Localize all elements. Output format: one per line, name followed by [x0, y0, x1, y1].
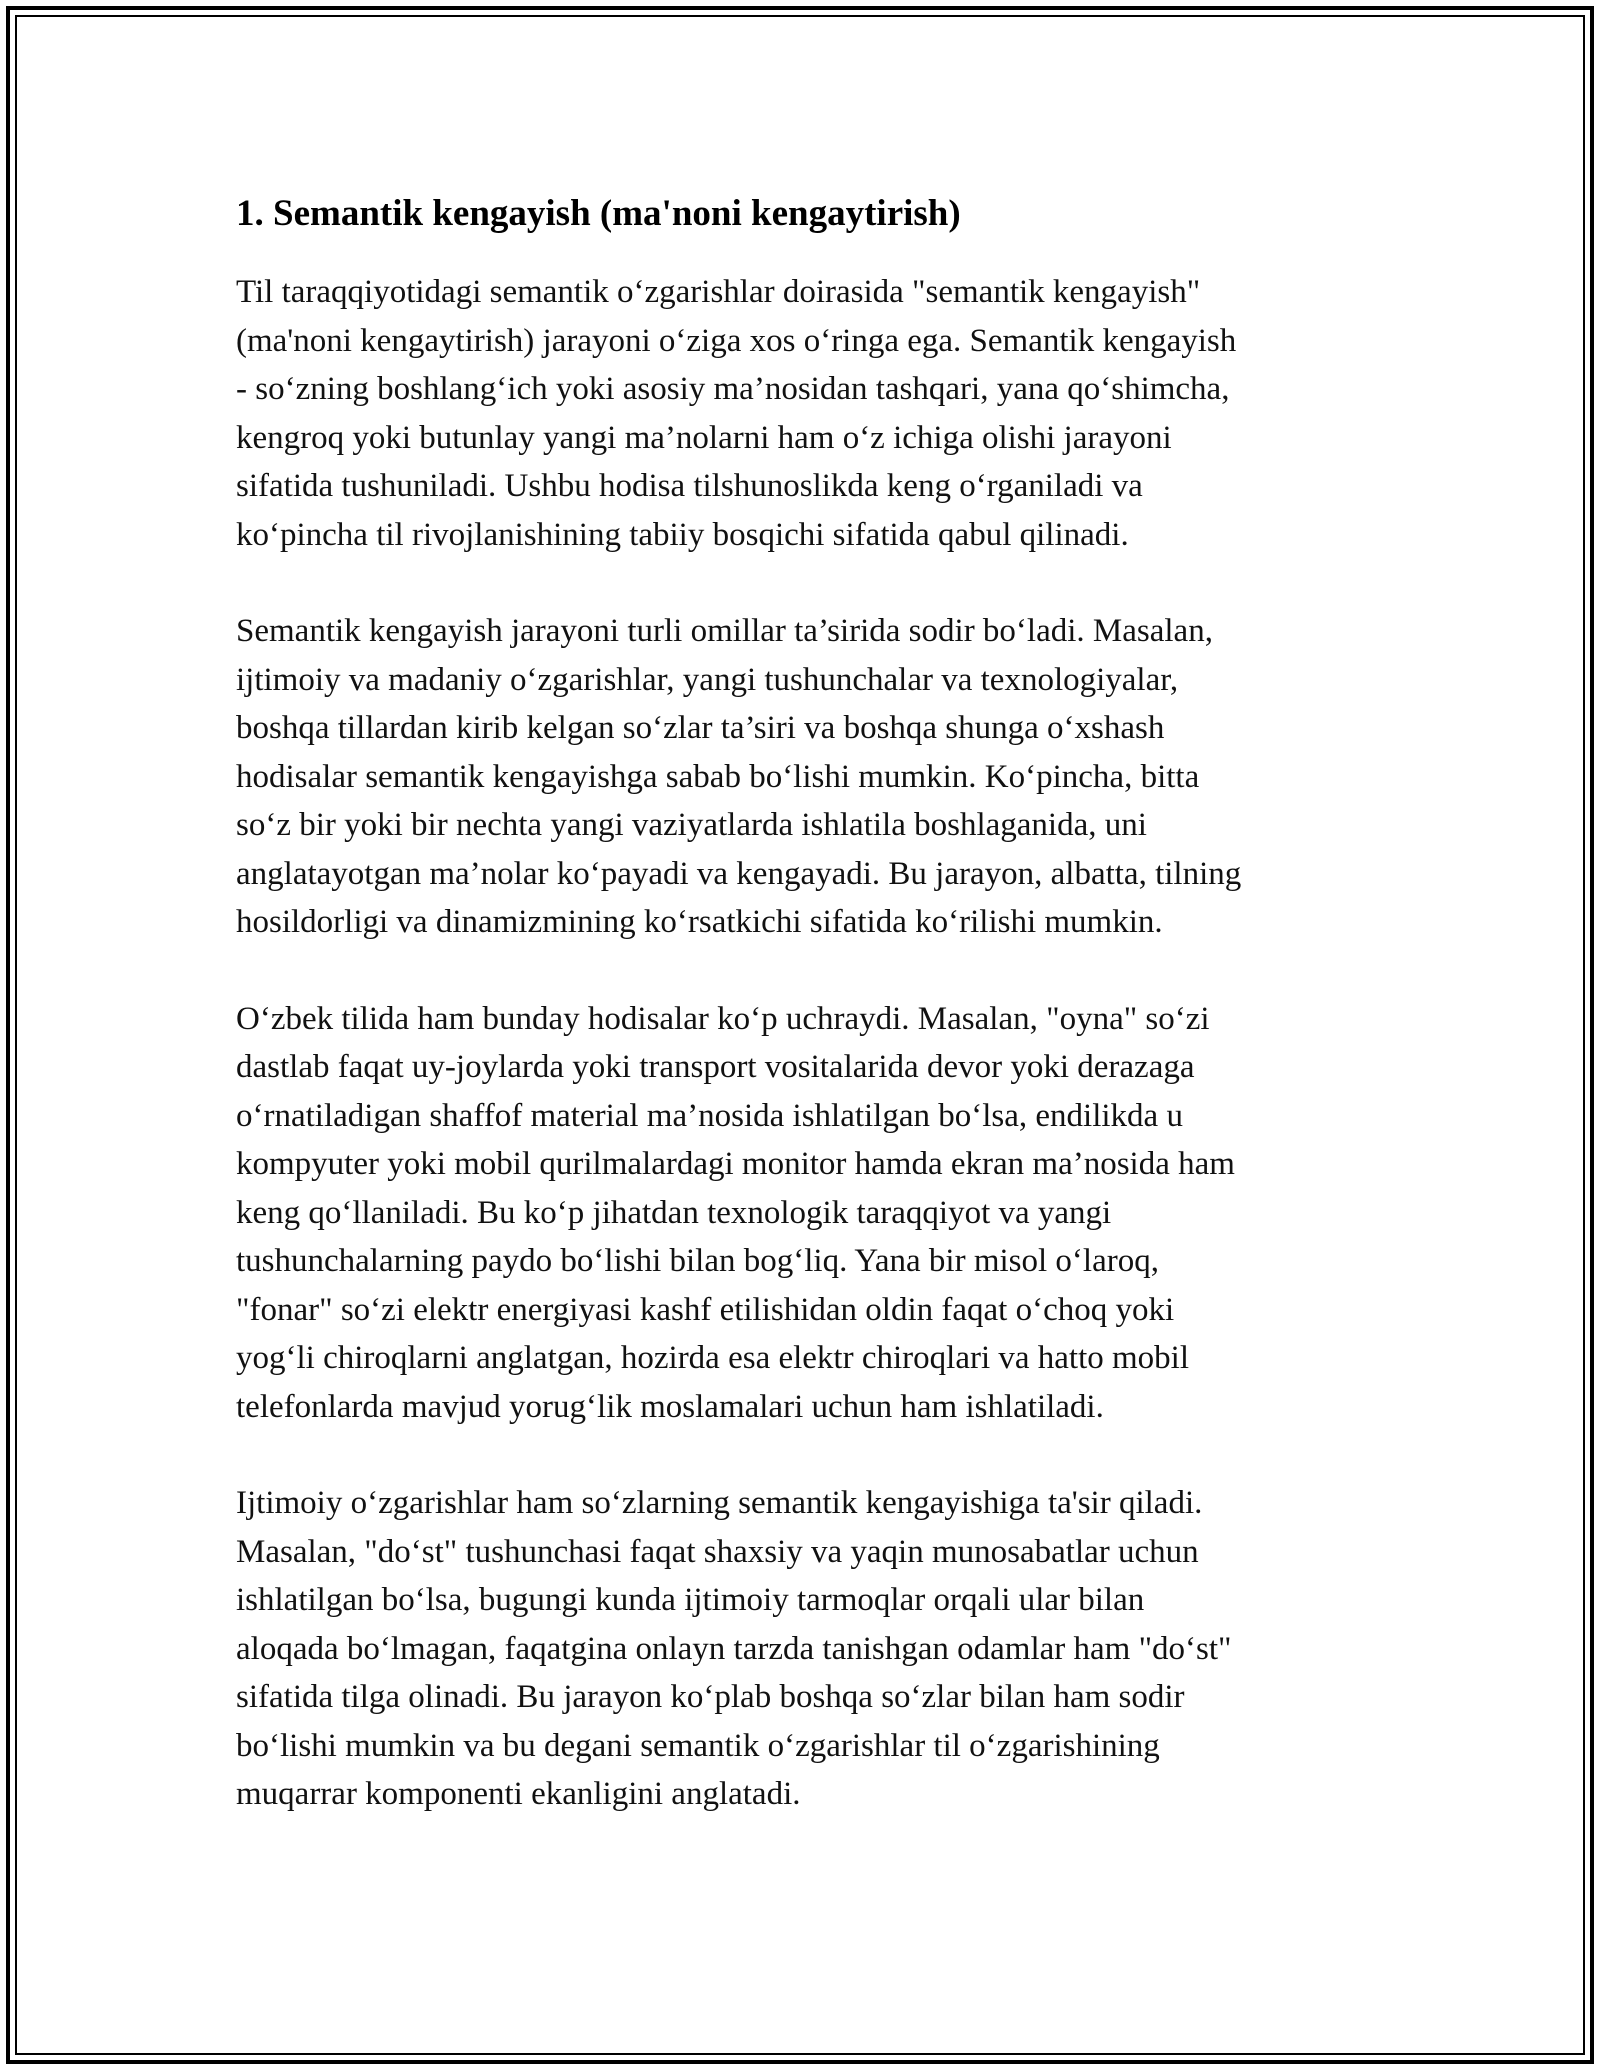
- text-line: telefonlarda mavjud yorug‘lik moslamalari uchun ham ishlatiladi.: [236, 1388, 1104, 1425]
- text-line: Semantik kengayish jarayoni turli omillar ta’sirida sodir bo‘ladi. Masalan,: [236, 613, 1213, 649]
- text-line: kengroq yoki butunlay yangi ma’nolarni ham o‘z ichiga olishi jarayoni: [236, 419, 1172, 456]
- text-line: - so‘zning boshlang‘ich yoki asosiy ma’nosidan tashqari, yana qo‘shimcha,: [236, 371, 1230, 407]
- text-line: o‘rnatiladigan shaffof material ma’nosida ishlatilgan bo‘lsa, endilikda u: [236, 1097, 1183, 1134]
- text-line: "fonar" so‘zi elektr energiyasi kashf etilishidan oldin faqat o‘choq yoki: [236, 1291, 1175, 1328]
- text-line: sifatida tushuniladi. Ushbu hodisa tilshunoslikda keng o‘rganiladi va: [236, 468, 1143, 504]
- text-line: aloqada bo‘lmagan, faqatgina onlayn tarzda tanishgan odamlar ham "do‘st": [236, 1630, 1232, 1667]
- text-line: muqarrar komponenti ekanligini anglatadi.: [236, 1776, 801, 1812]
- paragraph-3: [236, 995, 1376, 1432]
- text-line: hosildorligi va dinamizmining ko‘rsatkichi sifatida ko‘rilishi mumkin.: [236, 904, 1163, 940]
- text-line: tushunchalarning paydo bo‘lishi bilan bog‘liq. Yana bir misol o‘laroq,: [236, 1243, 1159, 1279]
- text-line: anglatayotgan ma’nolar ko‘payadi va kengayadi. Bu jarayon, albatta, tilning: [236, 855, 1242, 892]
- text-line: Masalan, "do‘st" tushunchasi faqat shaxsiy va yaqin munosabatlar uchun: [236, 1533, 1199, 1570]
- text-line: ishlatilgan bo‘lsa, bugungi kunda ijtimoiy tarmoqlar orqali ular bilan: [236, 1582, 1145, 1618]
- text-line: Ijtimoiy o‘zgarishlar ham so‘zlarning semantik kengayishiga ta'sir qiladi.: [236, 1485, 1203, 1521]
- paragraph-4: [236, 1479, 1376, 1819]
- text-line: sifatida tilga olinadi. Bu jarayon ko‘plab boshqa so‘zlar bilan ham sodir: [236, 1679, 1185, 1715]
- text-line: ijtimoiy va madaniy o‘zgarishlar, yangi tushunchalar va texnologiyalar,: [236, 661, 1179, 698]
- text-line: hodisalar semantik kengayishga sabab bo‘lishi mumkin. Ko‘pincha, bitta: [236, 758, 1200, 795]
- text-line: dastlab faqat uy-joylarda yoki transport vositalarida devor yoki derazaga: [236, 1049, 1195, 1085]
- text-line: yog‘li chiroqlarni anglatgan, hozirda esa elektr chiroqlari va hatto mobil: [236, 1340, 1190, 1376]
- document-body: [236, 186, 1376, 1867]
- text-line: (ma'noni kengaytirish) jarayoni o‘ziga xos o‘ringa ega. Semantik kengayish: [236, 322, 1237, 359]
- section-heading: 1. Semantik kengayish (ma'noni kengaytirish): [236, 193, 961, 234]
- text-line: boshqa tillardan kirib kelgan so‘zlar ta’siri va boshqa shunga o‘xshash: [236, 710, 1165, 746]
- text-line: so‘z bir yoki bir nechta yangi vaziyatlarda ishlatila boshlaganida, uni: [236, 807, 1147, 843]
- text-line: keng qo‘llaniladi. Bu ko‘p jihatdan texnologik taraqqiyot va yangi: [236, 1194, 1112, 1231]
- paragraph-1: [236, 268, 1376, 559]
- text-line: O‘zbek tilida ham bunday hodisalar ko‘p uchraydi. Masalan, "oyna" so‘zi: [236, 1000, 1210, 1037]
- text-line: kompyuter yoki mobil qurilmalardagi monitor hamda ekran ma’nosida ham: [236, 1146, 1235, 1182]
- text-line: ko‘pincha til rivojlanishining tabiiy bosqichi sifatida qabul qilinadi.: [236, 516, 1129, 553]
- paragraph-2: [236, 607, 1376, 947]
- text-line: Til taraqqiyotidagi semantik o‘zgarishlar doirasida "semantik kengayish": [236, 274, 1201, 310]
- text-line: bo‘lishi mumkin va bu degani semantik o‘zgarishlar til o‘zgarishining: [236, 1727, 1160, 1764]
